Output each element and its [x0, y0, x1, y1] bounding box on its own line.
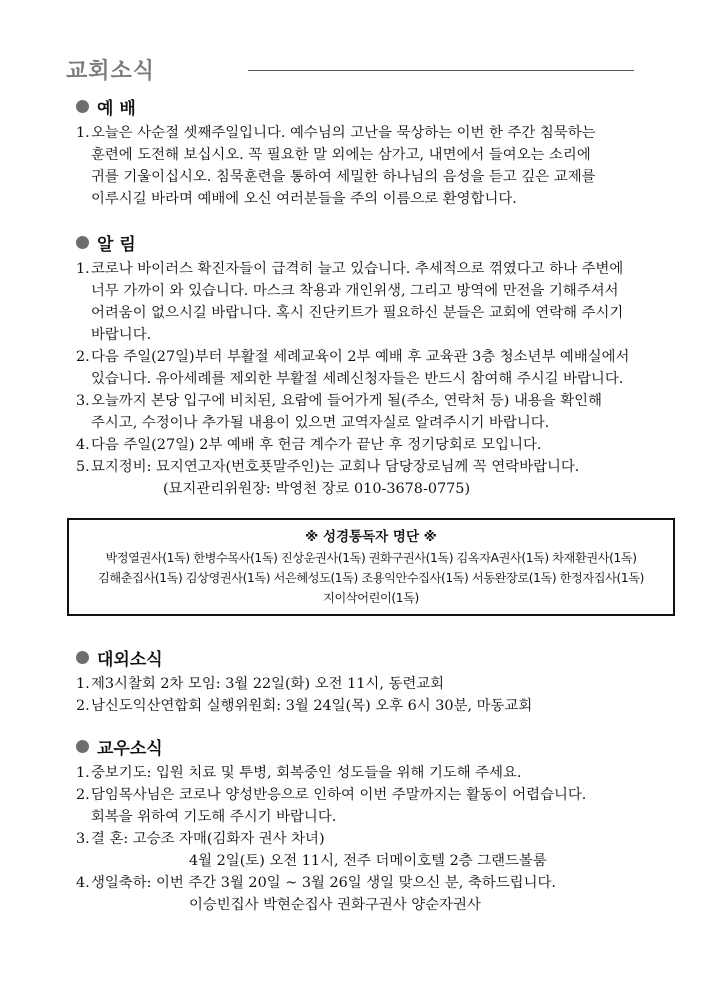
item-line: 결 혼: 고승조 자매(김화자 권사 차녀)	[91, 831, 325, 847]
item-text	[91, 122, 676, 210]
item-number: 1.	[76, 125, 90, 141]
item-line: 다음 주일(27일)부터 부활절 세례교육이 2부 예배 후 교육관 3층 청소년부 예배실에서	[91, 349, 630, 365]
section-members	[76, 734, 676, 916]
item-number: 2.	[76, 698, 90, 714]
item-number: 3.	[76, 831, 90, 847]
item-line: 바랍니다.	[91, 327, 152, 343]
item-text	[91, 695, 676, 717]
item-text	[91, 828, 676, 872]
item-text	[91, 434, 676, 456]
item-text	[91, 390, 676, 434]
item-subline: (묘지관리위원장: 박영천 장로 010-3678-0775)	[163, 481, 471, 497]
bullet-icon	[76, 236, 89, 249]
section-heading-text: 알 림	[97, 234, 136, 255]
section-heading-text: 교우소식	[97, 738, 163, 759]
item-number: 4.	[76, 437, 90, 453]
worship-list	[76, 122, 676, 210]
list-item	[76, 390, 676, 434]
list-item	[76, 784, 676, 828]
item-subline: 이승빈집사 박현순집사 권화구권사 양순자권사	[189, 897, 481, 913]
bible-reading-box	[67, 518, 675, 616]
item-subline: 4월 2일(토) 오전 11시, 전주 더메이호텔 2층 그랜드볼룸	[189, 853, 547, 869]
section-notices	[76, 230, 676, 500]
list-item	[76, 346, 676, 390]
list-item	[76, 872, 676, 916]
item-text	[91, 346, 676, 390]
item-line: 어려움이 없으시길 바랍니다. 혹시 진단키트가 필요하신 분들은 교회에 연락해 주시기	[91, 305, 624, 321]
item-text	[91, 784, 676, 828]
item-number: 3.	[76, 393, 90, 409]
bible-reading-line: 박정열권사(1독) 한병수목사(1독) 진상운권사(1독) 권화구권사(1독) 김옥자A권사(1독) 차재환권사(1독)	[105, 551, 637, 565]
item-line: 오늘까지 본당 입구에 비치된, 요람에 들어가게 될(주소, 연락처 등) 내용을 확인해	[91, 393, 602, 409]
list-item	[76, 258, 676, 346]
bullet-icon	[76, 740, 89, 753]
section-heading-text: 대외소식	[97, 649, 163, 670]
section-heading	[76, 230, 676, 254]
item-line: 이루시길 바라며 예배에 오신 여러분들을 주의 이름으로 환영합니다.	[91, 191, 517, 207]
item-number: 1.	[76, 261, 90, 277]
item-line: 제3시찰회 2차 모임: 3월 22일(화) 오전 11시, 동련교회	[91, 676, 445, 692]
item-line: 회복을 위하여 기도해 주시기 바랍니다.	[91, 809, 337, 825]
item-text	[91, 456, 676, 500]
item-line: 있습니다. 유아세례를 제외한 부활절 세례신청자들은 반드시 참여해 주시길 바랍니다.	[91, 371, 624, 387]
external-list	[76, 673, 676, 717]
section-heading	[76, 734, 676, 758]
item-line: 오늘은 사순절 셋째주일입니다. 예수님의 고난을 묵상하는 이번 한 주간 침묵하는	[91, 125, 596, 141]
item-line: 너무 가까이 와 있습니다. 마스크 착용과 개인위생, 그리고 방역에 만전을 기해주셔서	[91, 283, 619, 299]
list-item	[76, 762, 676, 784]
list-item	[76, 673, 676, 695]
members-list	[76, 762, 676, 916]
item-line: 주시고, 수정이나 추가될 내용이 있으면 교역자실로 알려주시기 바랍니다.	[91, 415, 550, 431]
section-worship	[76, 94, 676, 210]
list-item	[76, 434, 676, 456]
item-number: 1.	[76, 765, 90, 781]
item-number: 1.	[76, 676, 90, 692]
item-number: 5.	[76, 459, 90, 475]
section-external	[76, 645, 676, 717]
bullet-icon	[76, 100, 89, 113]
item-number: 2.	[76, 787, 90, 803]
section-heading	[76, 645, 676, 669]
notices-list	[76, 258, 676, 500]
section-heading-text: 예 배	[97, 98, 136, 119]
item-number: 4.	[76, 875, 90, 891]
page-title: 교회소식	[66, 59, 156, 84]
list-item	[76, 828, 676, 872]
item-line: 담임목사님은 코로나 양성반응으로 인하여 이번 주말까지는 활동이 어렵습니다.	[91, 787, 587, 803]
section-heading	[76, 94, 676, 118]
item-text	[91, 258, 676, 346]
item-number: 2.	[76, 349, 90, 365]
item-line: 훈련에 도전해 보십시오. 꼭 필요한 말 외에는 삼가고, 내면에서 들여오는 소리에	[91, 147, 591, 163]
item-text	[91, 673, 676, 695]
item-line: 묘지정비: 묘지연고자(번호푯말주인)는 교회나 담당장로님께 꼭 연락바랍니다.	[91, 459, 580, 475]
bible-reading-line: 김해춘집사(1독) 김상영권사(1독) 서은혜성도(1독) 조용익안수집사(1독) 서동완장로(1독) 한정자집사(1독)	[98, 571, 644, 585]
list-item	[76, 695, 676, 717]
bible-reading-title: ※ 성경통독자 명단 ※	[305, 529, 437, 545]
item-text	[91, 762, 676, 784]
list-item	[76, 122, 676, 210]
title-divider	[248, 70, 634, 71]
item-line: 중보기도: 입원 치료 및 투병, 회복중인 성도들을 위해 기도해 주세요.	[91, 765, 522, 781]
list-item	[76, 456, 676, 500]
bible-reading-line: 지이삭어린이(1독)	[323, 591, 419, 605]
item-text	[91, 872, 676, 916]
item-line: 코로나 바이러스 확진자들이 급격히 늘고 있습니다. 추세적으로 꺾였다고 하나 주변에	[91, 261, 624, 277]
item-line: 귀를 기울이십시오. 침묵훈련을 통하여 세밀한 하나님의 음성을 듣고 깊은 교제를	[91, 169, 596, 185]
bullet-icon	[76, 651, 89, 664]
item-line: 남신도익산연합회 실행위원회: 3월 24일(목) 오후 6시 30분, 마동교회	[91, 698, 533, 714]
item-line: 생일축하: 이번 주간 3월 20일 ~ 3월 26일 생일 맞으신 분, 축하드립니다.	[91, 875, 556, 891]
item-line: 다음 주일(27일) 2부 예배 후 헌금 계수가 끝난 후 정기당회로 모입니다.	[91, 437, 542, 453]
